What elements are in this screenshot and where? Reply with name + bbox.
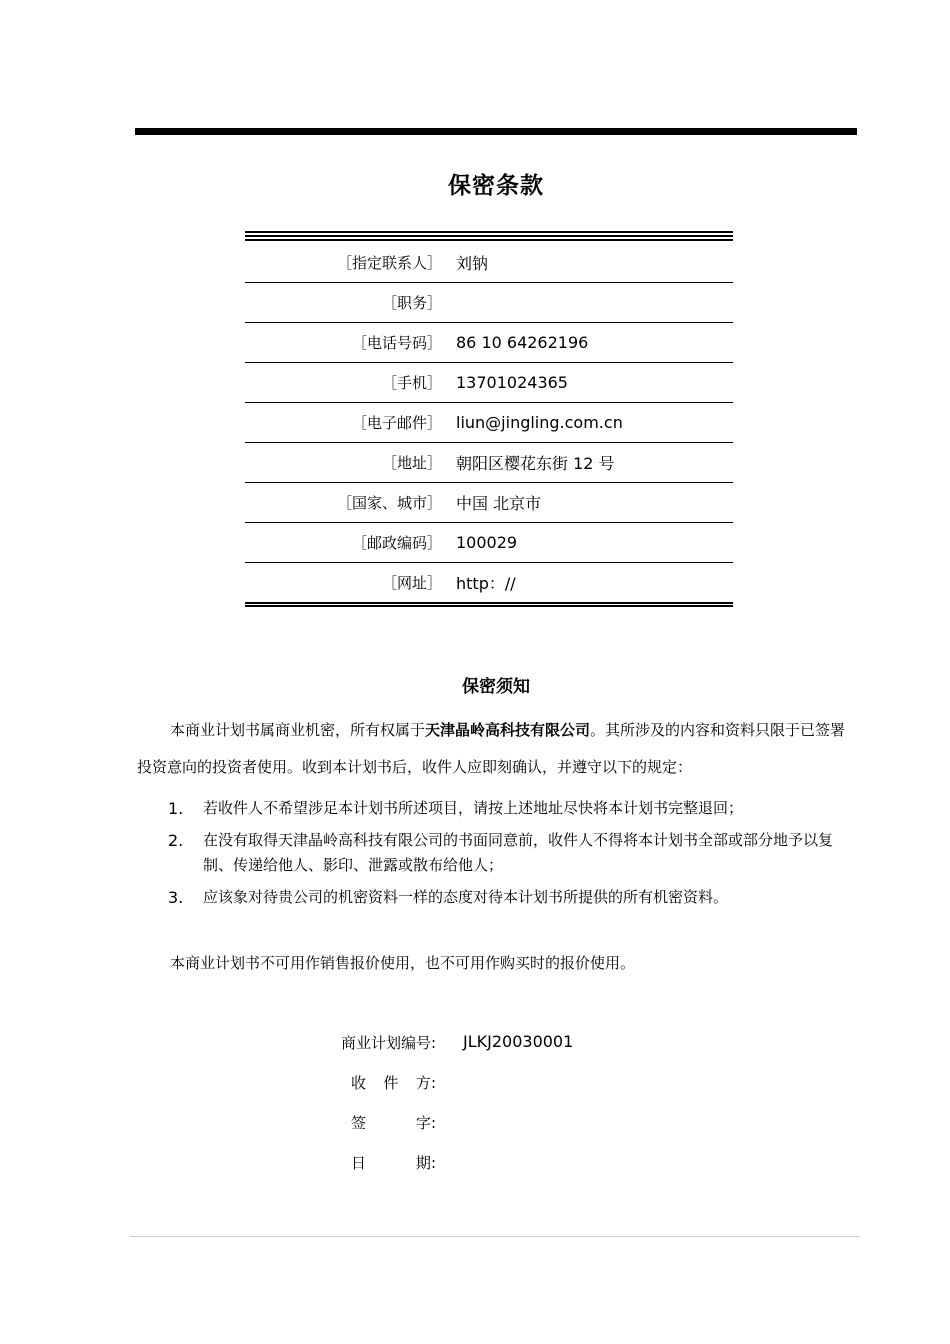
date-label — [320, 1152, 436, 1192]
contact-row-contact-person — [245, 243, 733, 283]
rule-number: 2. — [168, 831, 184, 850]
top-rule — [135, 128, 857, 135]
contact-label: ［电话号码］ — [351, 334, 442, 352]
contact-label: ［地址］ — [381, 454, 442, 472]
list-item — [168, 796, 858, 821]
recipient-value — [436, 1072, 463, 1112]
label-colon: : — [430, 1074, 436, 1092]
contact-row-address — [245, 443, 733, 483]
contact-row-mobile — [245, 363, 733, 403]
rule-number: 1. — [168, 799, 184, 818]
intro-text-before: 本商业计划书属商业机密，所有权属于 — [170, 721, 426, 739]
list-item — [168, 828, 858, 878]
contact-value: 86 10 64262196 — [456, 333, 589, 352]
contact-label: ［电子邮件］ — [351, 414, 442, 432]
field-plan-number — [320, 1032, 573, 1072]
contact-value: 朝阳区樱花东街 12 号 — [456, 454, 615, 473]
contact-value: http：// — [456, 574, 516, 593]
label-char: 件 — [383, 1074, 399, 1092]
label-char: 签 — [350, 1114, 366, 1132]
rules-list — [168, 796, 858, 917]
contact-row-email — [245, 403, 733, 443]
contact-value: liun@jingling.com.cn — [456, 413, 623, 432]
label-char: 字 — [415, 1114, 431, 1132]
notice-title: 保密须知 — [462, 677, 530, 697]
list-item — [168, 885, 858, 910]
contact-value: 中国 北京市 — [456, 494, 542, 513]
label-char: 期 — [415, 1154, 431, 1172]
contact-row-position — [245, 283, 733, 323]
label-colon: : — [430, 1114, 436, 1132]
contact-row-website — [245, 563, 733, 607]
label-colon: : — [430, 1154, 436, 1172]
rule-number: 3. — [168, 888, 184, 907]
signature-value — [436, 1112, 463, 1152]
field-recipient — [320, 1072, 573, 1112]
closing-statement: 本商业计划书不可用作销售报价使用，也不可用作购买时的报价使用。 — [170, 954, 636, 972]
notice-intro — [137, 712, 859, 786]
plan-number-value: JLKJ20030001 — [463, 1032, 574, 1051]
field-signature — [320, 1112, 573, 1152]
contact-value: 刘钠 — [456, 254, 489, 273]
contact-label: ［网址］ — [381, 574, 442, 592]
contact-label: ［邮政编码］ — [351, 534, 442, 552]
signature-label — [320, 1112, 436, 1152]
plan-number-label: 商业计划编号: — [340, 1034, 436, 1052]
contact-row-country-city — [245, 483, 733, 523]
contact-table — [245, 231, 733, 607]
company-name: 天津晶岭高科技有限公司 — [425, 721, 591, 739]
label-char: 收 — [350, 1074, 366, 1092]
contact-label: ［国家、城市］ — [336, 494, 442, 512]
page-title: 保密条款 — [448, 173, 544, 199]
field-date — [320, 1152, 573, 1192]
rule-text: 在没有取得天津晶岭高科技有限公司的书面同意前，收件人不得将本计划书全部或部分地予以复制、传递给他人、影印、泄露或散布给他人； — [203, 831, 834, 874]
contact-value: 100029 — [456, 533, 518, 552]
rule-text: 应该象对待贵公司的机密资料一样的态度对待本计划书所提供的所有机密资料。 — [203, 888, 729, 906]
recipient-label — [320, 1072, 436, 1112]
label-char: 方 — [415, 1074, 431, 1092]
contact-row-phone — [245, 323, 733, 363]
contact-label: ［手机］ — [381, 374, 442, 392]
contact-label: ［职务］ — [381, 294, 442, 312]
date-value — [436, 1152, 463, 1192]
intro-text-after: 。其所涉及的内容和资料只限于已签署投资意向的投资者使用。收到本计划书后，收件人应即刻确认，并遵守以下的规定： — [137, 721, 846, 776]
contact-value: 13701024365 — [456, 373, 568, 392]
footer-rule — [130, 1236, 860, 1237]
recipient-fields — [320, 1032, 573, 1192]
contact-row-postal-code — [245, 523, 733, 563]
label-char: 日 — [350, 1154, 366, 1172]
contact-label: ［指定联系人］ — [336, 254, 442, 272]
rule-text: 若收件人不希望涉足本计划书所述项目，请按上述地址尽快将本计划书完整退回； — [203, 799, 744, 817]
